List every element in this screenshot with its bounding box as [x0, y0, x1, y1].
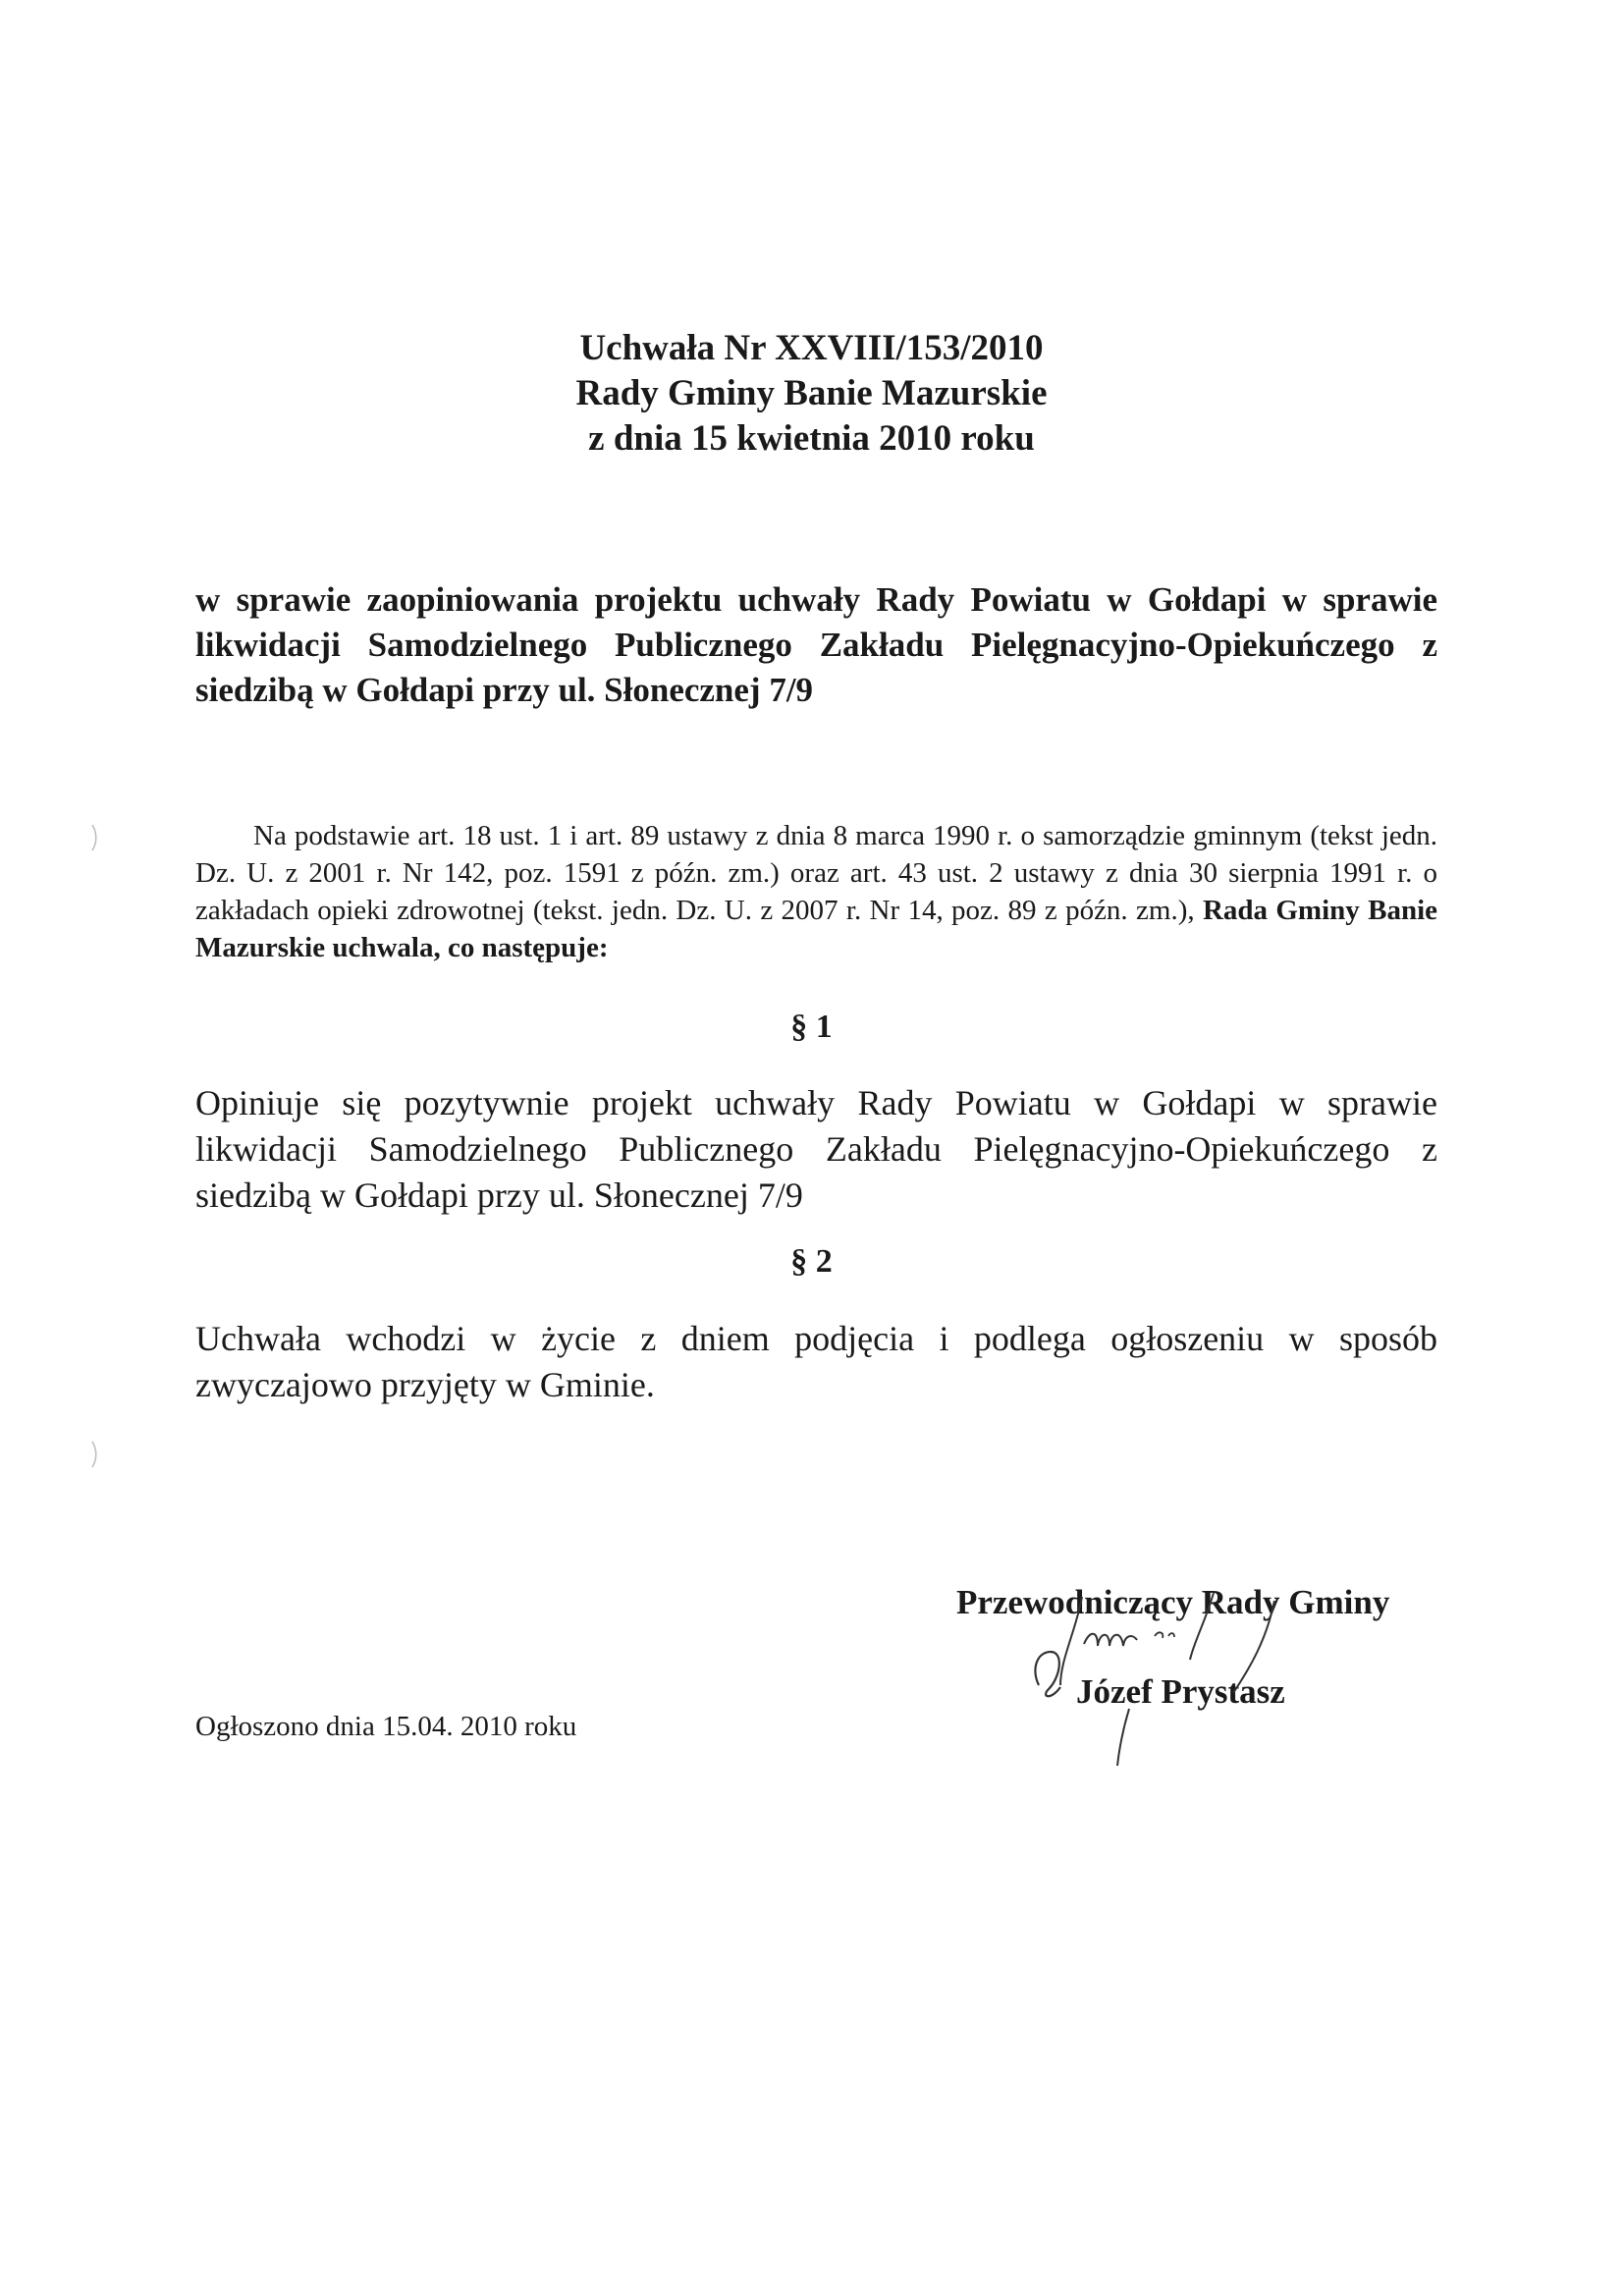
section-mark-2: § 2 — [790, 1243, 833, 1280]
legal-basis — [195, 817, 1437, 966]
handwritten-signature — [1021, 1591, 1345, 1768]
signatory-role: Przewodniczący Rady Gminy — [956, 1583, 1390, 1621]
resolution-date: z dnia 15 kwietnia 2010 roku — [588, 418, 1035, 459]
scan-margin-mark — [90, 823, 100, 852]
scan-margin-mark — [90, 1440, 100, 1469]
section-text-1: Opiniuje się pozytywnie projekt uchwały Rady Powiatu w Gołdapi w sprawie likwidacji Samodzielnego Publicznego Zakładu Pielęgnacyjno-Opiekuńczego z siedzibą w Gołdapi przy ul. Słonecznej 7/9 — [195, 1083, 1437, 1215]
council-name: Rady Gminy Banie Mazurskie — [575, 373, 1048, 413]
resolution-number: Uchwała Nr XXVIII/153/2010 — [579, 328, 1044, 368]
legal-basis-text: Na podstawie art. 18 ust. 1 i art. 89 ustawy z dnia 8 marca 1990 r. o samorządzie gminnym (tekst jedn. Dz. U. z 2001 r. Nr 142, poz. 1591 z późn. zm.) oraz art. 43 ust. 2 ustawy z dnia 30 sierpnia 1991 r. o zakładach opieki zdrowotnej (tekst. jedn. Dz. U. z 2007 r. Nr 14, poz. 89 z późn. zm.), — [195, 820, 1437, 926]
section-mark-1: § 1 — [790, 1009, 833, 1045]
signatory-name: Józef Prystasz — [1076, 1672, 1285, 1711]
legal-basis-conclusion: Rada Gminy Banie Mazurskie uchwala, co następuje: — [195, 895, 1438, 963]
resolution-subject: w sprawie zaopiniowania projektu uchwały Rady Powiatu w Gołdapi w sprawie likwidacji Samodzielnego Publicznego Zakładu Pielęgnacyjno-Opiekuńczego z siedzibą w Gołdapi przy ul. Słonecznej 7/9 — [195, 580, 1437, 709]
resolution-header — [0, 326, 1623, 462]
section-text-2: Uchwała wchodzi w życie z dniem podjęcia i podlega ogłoszeniu w sposób zwyczajowo przyjęty w Gminie. — [195, 1319, 1437, 1404]
announcement-date: Ogłoszono dnia 15.04. 2010 roku — [195, 1711, 577, 1742]
